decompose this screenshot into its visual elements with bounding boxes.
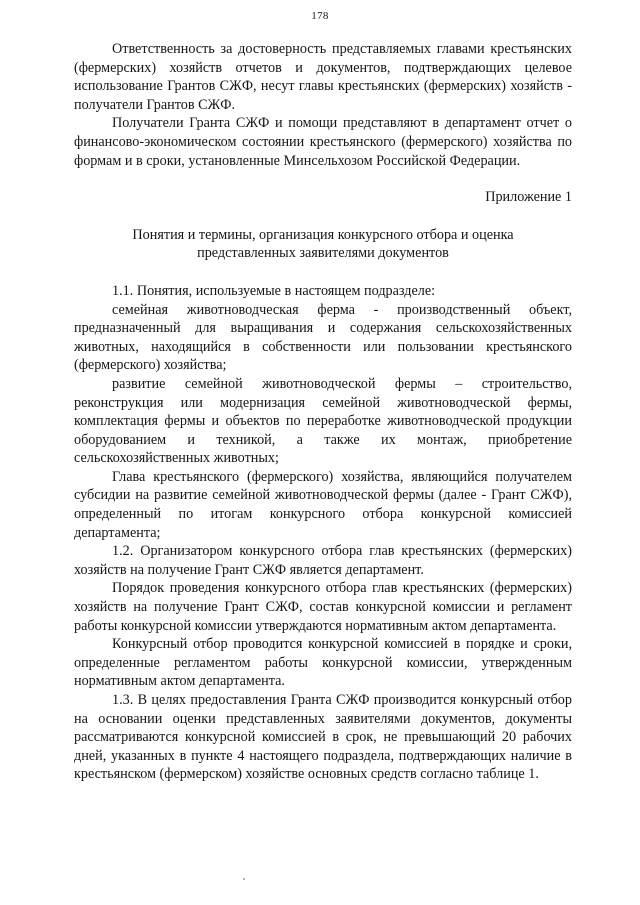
paragraph-1-3: 1.3. В целях предоставления Гранта СЖФ производится конкурсный отбор на основании оценки представленных заявителями документов, документы рассматриваются конкурсной комиссией в срок, не превышающий 20 рабочих дней, указанных в пункте 4 настоящего подраздела, подтверждающих наличие в крестьянском (фермерском) хозяйстве основных средств согласно таблице 1.	[74, 692, 572, 783]
paragraph-selection-commission: Конкурсный отбор проводится конкурсной комиссией в порядке и сроки, определенные регламентом работы конкурсной комиссии, утвержденным нормативным актом департамента.	[74, 636, 572, 690]
paragraph-definition-recipient: Глава крестьянского (фермерского) хозяйства, являющийся получателем субсидии на развитие семейной животноводческой фермы (далее - Грант СЖФ), определенный по итогам конкурсного отбора конкурсной комиссией департамента;	[74, 468, 572, 541]
paragraph-reporting: Получатели Гранта СЖФ и помощи представляют в департамент отчет о финансово-экономическом состоянии крестьянского (фермерского) хозяйства по формам и в сроки, установленные Минсельхозом Российской Федерации.	[74, 115, 572, 169]
paragraph-1-2: 1.2. Организатором конкурсного отбора глав крестьянских (фермерских) хозяйств на получение Грант СЖФ является департамент.	[74, 543, 572, 578]
scan-speck	[243, 878, 245, 880]
spacer	[74, 263, 572, 282]
appendix-label: Приложение 1	[485, 189, 572, 206]
paragraph-definition-farm: семейная животноводческая ферма - производственный объект, предназначенный для выращивания и содержания сельскохозяйственных животных, находящийся в собственности или пользовании крестьянского (фермерского) хозяйства;	[74, 301, 572, 374]
page-number: 178	[311, 10, 329, 22]
section-title: Понятия и термины, организация конкурсного отбора и оценка представленных заявителями документов	[132, 226, 514, 262]
paragraph-definition-development: развитие семейной животноводческой фермы – строительство, реконструкция или модернизация семейной животноводческой фермы, комплектация фермы и объектов по переработке животноводческой продукции оборудованием и техникой, а также их монтаж, приобретение сельскохозяйственных животных;	[74, 375, 572, 467]
paragraph-responsibility: Ответственность за достоверность представляемых главами крестьянских (фермерских) хозяйств отчетов и документов, подтверждающих целевое использование Грантов СЖФ, несут главы крестьянских (фермерских) хозяйств - получатели Грантов СЖФ.	[74, 41, 572, 113]
document-body	[74, 40, 572, 784]
paragraph-1-1: 1.1. Понятия, используемые в настоящем подразделе:	[112, 282, 436, 299]
paragraph-selection-procedure: Порядок проведения конкурсного отбора глав крестьянских (фермерских) хозяйств на получение Грант СЖФ, состав конкурсной комиссии и регламент работы конкурсной комиссии утверждаются нормативным актом департамента.	[74, 580, 572, 634]
